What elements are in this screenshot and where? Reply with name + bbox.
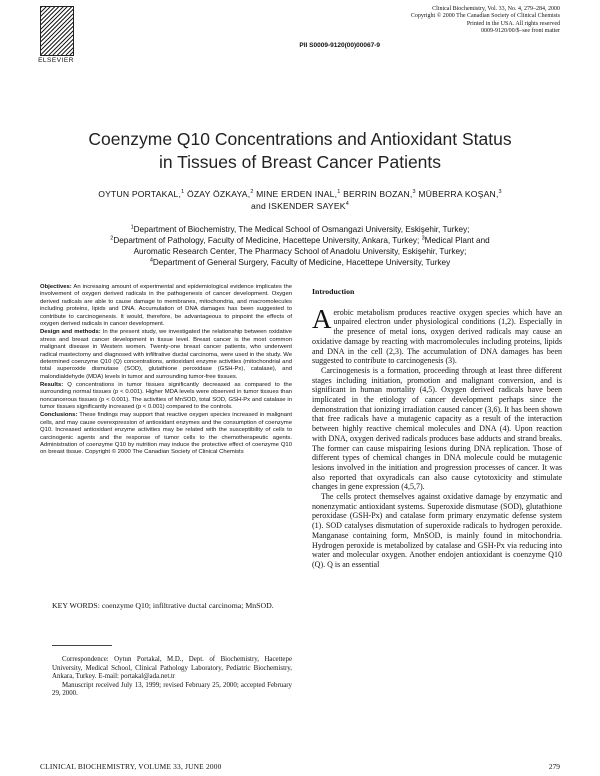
author-list — [60, 188, 540, 212]
section-label: Conclusions: — [40, 412, 78, 419]
author-affiliation-mark: 3 — [412, 189, 416, 196]
author-affiliation-mark: 1 — [337, 189, 341, 196]
affiliation-3: Auromatic Research Center, The Pharmacy School of Anadolu University, Eskişehir, Turkey; — [133, 247, 467, 256]
paragraph-3: The cells protect themselves against oxidative damage by enzymatic and nonenzymatic antioxidant systems. Superoxide dismutase (SOD), glutathione peroxidase (GSH-Px) and catalase form primary enzymatic defense system (1). SOD catalyses dismutation of superoxide radicals to hydrogen peroxide. Manganase containing form, MnSOD, is mainly found in mitochondria. Hydrogen peroxide is metabolized by catalase and GSH-Px via reducing into water and molecular oxygen. Another endojen antioxidant is coenzyme Q10 (Q). Q is an essential — [312, 492, 562, 569]
affiliation-text: Medical Plant and — [424, 236, 490, 245]
section-text: An increasing amount of experimental and epidemiological evidence implicates the involvement of oxygen derived radicals in the pathogenesis of cancer development. Oxygen derived radicals are able to cause damage to membranes, mitochondria, and macromolecules including proteins, lipids and DNA. Accumulation of DNA damages has been suggested to contribute to carcinogenesis. It would, therefore, be advantageous to pinpoint the effects of oxygen derived radicals in cancer development. — [40, 284, 292, 328]
abstract-objectives — [40, 284, 292, 329]
publisher-logo-text: ELSEVIER — [38, 57, 74, 64]
author-name: MÜBERRA KOŞAN, — [415, 189, 499, 199]
author-affiliation-mark: 2 — [250, 189, 254, 196]
article-title — [40, 128, 560, 174]
title-line-1: Coenzyme Q10 Concentrations and Antioxidant Status — [88, 129, 512, 149]
abstract-results — [40, 382, 292, 412]
affiliation-text: Department of Biochemistry, The Medical School of Osmangazi University, Eskişehir, Turkey; — [133, 225, 470, 234]
page-number: 279 — [548, 762, 560, 771]
manuscript-dates: Manuscript received July 13, 1999; revised February 25, 2000; accepted February 29, 2000. — [52, 681, 292, 698]
drop-cap: A — [312, 303, 332, 334]
section-heading: Introduction — [312, 287, 355, 296]
section-text: In the present study, we investigated the relationship between oxidative stress and breast cancer development in tissue level. Breast cancer is the most common malignant disease in Western women. Twenty-one breast cancer patients, who underwent radical mastectomy and diagnosed with infiltrative ductal carcinoma, were used in the study. We determined coenzyme Q10 (Q) concentrations, antioxidant enzyme activities (mitochondrial and total superoxide dismutase (SOD), glutathione peroxidase (GSH-Px), catalase), and malondialdehyde (MDA) levels in tumor and surrounding tumor-free tissues. — [40, 329, 292, 380]
affiliation-mark: 4 — [149, 257, 153, 264]
copyright-line: Copyright © 2000 The Canadian Society of Clinical Chemists — [410, 13, 560, 20]
author-name: and ISKENDER SAYEK — [251, 201, 346, 211]
footnote-divider — [52, 645, 112, 646]
author-affiliation-mark: 4 — [345, 201, 349, 208]
section-text: Q concentrations in tumor tissues significantly decreased as compared to the surrounding normal tissues (p < 0.001). Higher MDA levels were observed in tumor tissues than noncancerous tissues (p < 0.001). The activities of MnSOD, total SOD, GSH-Px and catalase in tumor tissues significantly increased (p < 0.001) compared to the controls. — [40, 381, 292, 411]
footer-journal: CLINICAL BIOCHEMISTRY, VOLUME 33, JUNE 2000 — [40, 762, 222, 771]
affiliation-2 — [40, 235, 560, 246]
title-line-2: in Tissues of Breast Cancer Patients — [158, 152, 442, 172]
affiliation-mark: 2 — [110, 235, 114, 242]
section-label: Design and methods: — [40, 329, 101, 336]
author-name: OYTUN PORTAKAL, — [98, 189, 182, 199]
author-name: MINE ERDEN INAL, — [253, 189, 338, 199]
section-label: Results: — [40, 381, 64, 388]
correspondence-note: Correspondence: Oytun Portakal, M.D., Dept. of Biochemistry, Hacettepe University, Medical School, Clinical Pathology Laboratory, Pediatric Biochemistry, Ankara, Turkey. E-mail: portakal@ada.net.tr — [52, 656, 292, 681]
author-affiliation-mark: 1 — [181, 189, 185, 196]
affiliation-1 — [40, 224, 560, 235]
author-line-2 — [60, 200, 540, 212]
journal-citation: Clinical Biochemistry, Vol. 33, No. 4, 279–284, 2000 — [432, 6, 560, 12]
author-name: BERRIN BOZAN, — [340, 189, 413, 199]
issn-line: 0009-9120/00/$–see front matter — [481, 28, 560, 35]
affiliation-mark: 3 — [421, 235, 425, 242]
author-line-1 — [60, 188, 540, 200]
abstract-methods — [40, 329, 292, 381]
paragraph-text: erobic metabolism produces reactive oxygen species which have an unpaired electron under physiological conditions (1,2). Especially in the presence of metal ions, oxygen derived radicals may cause an oxidative damage by reacting with macromolecules including proteins, lipids and DNA in the cell (2,3). The accumulation of DNA damages has been suggested to contribute to carcinogenesis (3). — [312, 307, 562, 366]
author-name: ÖZAY ÖZKAYA, — [184, 189, 251, 199]
abstract — [40, 284, 292, 457]
keywords: KEY WORDS: coenzyme Q10; infiltrative ductal carcinoma; MnSOD. — [52, 601, 274, 610]
paragraph-1 — [312, 303, 562, 366]
abstract-conclusions — [40, 412, 292, 457]
journal-info — [240, 6, 560, 36]
affiliation-4 — [40, 257, 560, 268]
affiliation-text: Department of General Surgery, Faculty of Medicine, Hacettepe University, Turkey — [152, 258, 451, 267]
introduction-section — [312, 287, 562, 570]
paragraph-2: Carcinogenesis is a formation, proceeding through at least three different stages including initiation, promotion and malignant conversion, and is significant in human mortality (4,5). Oxygen derived radicals have been implicated in the etiology of cancer development perhaps since the demonstration that ionizing irradiation caused cancer (3,6). It has been shown that free radicals have a mutagenic capacity as a result of the interaction between highly reactive chemical molecules and DNA (4). Upon reaction with DNA, oxygen derived radicals produces base adducts and strand breaks. The former can cause mispairing lesions during DNA replication. Those of different types of chemical changes in DNA molecule could be mutagenic lesions involved in the initiation and progression processes of cancer. It was also reported that oxyradicals can also cause cytotoxicity and stimulate changes in gene expression (4,5,7). — [312, 365, 562, 492]
affiliations — [40, 224, 560, 268]
affiliation-mark: 1 — [130, 224, 134, 231]
pii-identifier: PII S0009-9120(00)00067-9 — [299, 42, 380, 49]
section-text: These findings may support that reactive oxygen species increased in malignant cells, and may cause overexpression of antioxidant enzymes and the consumption of coenzyme Q10. Increased antioxidant enzyme activities may be related with the susceptibility of cells to carcinogenic agents and the response of tumor cells to the chemotherapeutic agents. Administration of coenzyme Q10 by nutrition may induce the protective effect of coenzyme Q10 on breast tissue. Copyright © 2000 The Canadian Society of Clinical Chemists — [40, 412, 292, 456]
elsevier-tree-icon — [40, 6, 74, 56]
footnotes — [52, 656, 292, 699]
section-label: Objectives: — [40, 284, 72, 290]
publisher-logo — [38, 6, 74, 68]
affiliation-text: Department of Pathology, Faculty of Medicine, Hacettepe University, Ankara, Turkey; — [113, 236, 422, 245]
author-affiliation-mark: 3 — [498, 189, 502, 196]
printed-line: Printed in the USA. All rights reserved — [466, 20, 560, 27]
